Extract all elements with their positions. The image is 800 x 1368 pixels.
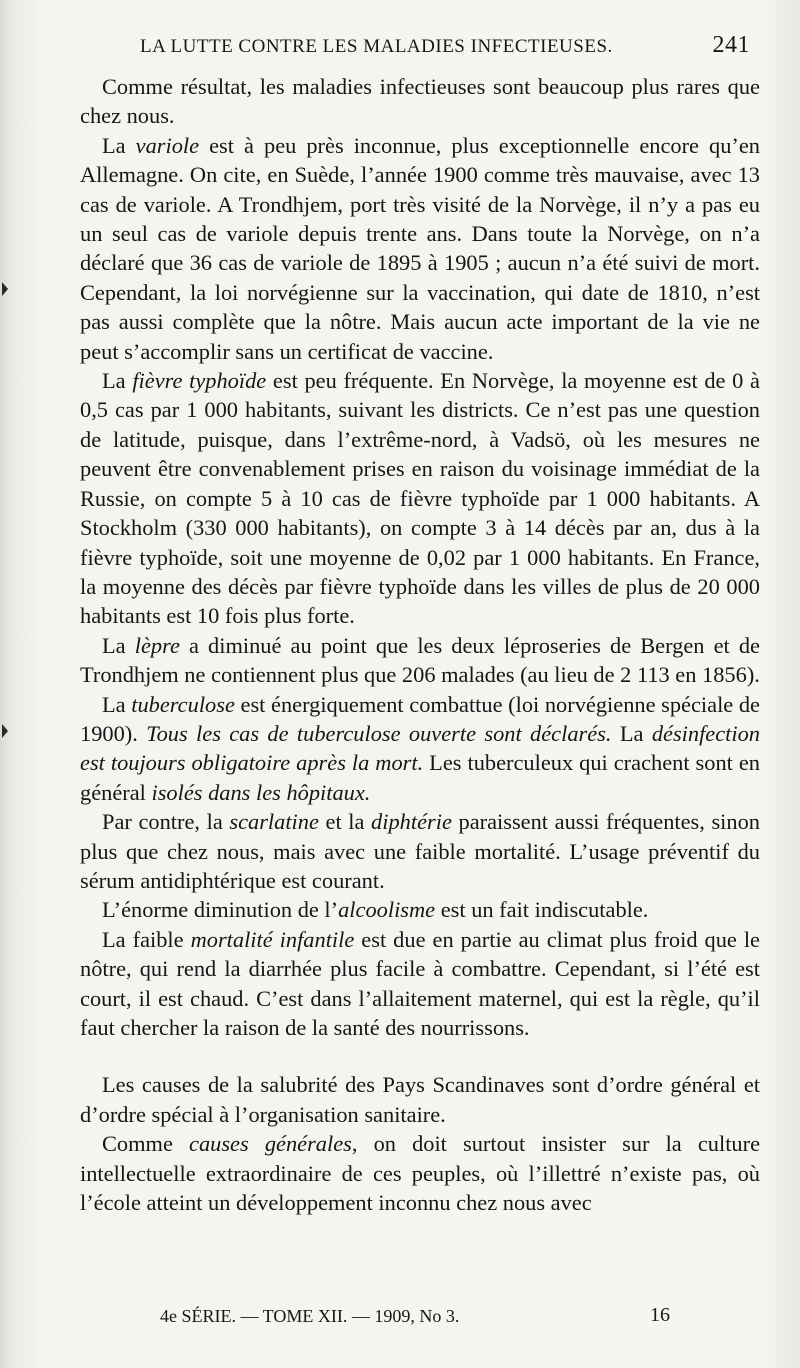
text-run: est énergiquement combattue (loi norvégienne spéciale de 1900).: [80, 691, 760, 746]
emphasis-text: lèpre: [134, 632, 180, 658]
emphasis-text: Tous les cas de tuberculose ouverte sont déclarés.: [146, 720, 612, 746]
text-run: paraissent aussi fréquentes, sinon plus que chez nous, mais avec une faible mortalité. L’usage préventif du sérum antidiphtérique est courant.: [80, 809, 760, 893]
margin-mark: [2, 724, 8, 738]
page-footer: [160, 1306, 680, 1334]
emphasis-text: variole: [135, 132, 200, 158]
paragraph: [80, 895, 760, 924]
text-run: La: [611, 720, 652, 746]
emphasis-text: isolés dans les hôpitaux.: [151, 779, 371, 805]
emphasis-text: mortalité infantile: [190, 926, 355, 952]
emphasis-text: alcoolisme: [338, 897, 436, 923]
text-run: est à peu près inconnue, plus exceptionnelle encore qu’en Allemagne. On cite, en Suède, l’année 1900 comme très mauvaise, avec 13 cas de variole. A Trondhjem, port très visité de la Norvège, il n’y a pas eu un seul cas de variole depuis trente ans. Dans toute la Norvège, on n’a déclaré que 36 cas de variole de 1895 à 1905 ; aucun n’a été suivi de mort. Cependant, la loi norvégienne sur la vaccination, qui date de 1810, n’est pas aussi complète que la nôtre. Mais aucun acte important de la vie ne peut s’accomplir sans un certificat de vaccine.: [80, 132, 760, 364]
text-run: est un fait indiscutable.: [435, 897, 649, 923]
text-run: est due en partie au climat plus froid que le nôtre, qui rend la diarrhée plus facile à combattre. Cependant, si l’été est court, il est chaud. C’est dans l’allaitement maternel, qui est la règle, qu’il faut chercher la raison de la santé des nourrissons.: [80, 926, 760, 1040]
text-run: , on doit surtout insister sur la culture intellectuelle extraordinaire de ces peuples, où l’illettré n’existe pas, où l’école atteint un développement inconnu chez nous avec: [80, 1131, 761, 1216]
sheet-number: 16: [650, 1304, 670, 1326]
text-run: La: [102, 632, 135, 658]
paragraph: [80, 1129, 760, 1217]
paragraph: [80, 131, 760, 366]
page-number: 241: [712, 32, 750, 58]
signature-line: 4e SÉRIE. — TOME XII. — 1909, No 3.: [160, 1306, 460, 1326]
text-run: et la: [318, 809, 372, 835]
paragraph: [80, 807, 760, 895]
text-run: Les causes de la salubrité des Pays Scandinaves sont d’ordre général et d’ordre spécial à l’organisation sanitaire.: [80, 1072, 760, 1127]
text-run: La: [102, 691, 132, 717]
paragraph: [80, 690, 760, 808]
text-run: a diminué au point que les deux léproseries de Bergen et de Trondhjem ne contiennent plus que 206 malades (au lieu de 2 113 en 1856).: [80, 632, 760, 688]
paragraph: [80, 366, 760, 631]
emphasis-text: désinfection est toujours obligatoire après la mort.: [80, 720, 761, 776]
text-run: Comme: [102, 1131, 190, 1157]
running-title: LA LUTTE CONTRE LES MALADIES INFECTIEUSES.: [140, 36, 613, 57]
text-run: La faible: [102, 926, 191, 952]
paragraph: [80, 1070, 760, 1129]
text-run: est peu fréquente. En Norvège, la moyenne est de 0 à 0,5 cas par 1 000 habitants, suivant les districts. Ce n’est pas une question de latitude, puisque, dans l’extrême-nord, à Vadsö, où les mesures ne peuvent être convenablement prises en raison du voisinage immédiat de la Russie, on compte 5 à 10 cas de fièvre typhoïde par 1 000 habitants. A Stockholm (330 000 habitants), on compte 3 à 14 décès par an, dus à la fièvre typhoïde, soit une moyenne de 0,02 par 1 000 habitants. En France, la moyenne des décès par fièvre typhoïde dans les villes de plus de 20 000 habitants est 10 fois plus forte.: [80, 368, 760, 629]
emphasis-text: causes générales: [189, 1131, 352, 1157]
paragraph: [80, 72, 760, 131]
text-run: L’énorme diminution de l’: [102, 897, 339, 923]
emphasis-text: fièvre typhoïde: [132, 368, 267, 394]
text-run: Comme résultat, les maladies infectieuses sont beaucoup plus rares que chez nous.: [80, 74, 760, 129]
emphasis-text: scarlatine: [229, 809, 319, 835]
body-text: [80, 72, 760, 1217]
margin-mark: [2, 282, 8, 296]
emphasis-text: diphtérie: [371, 809, 452, 835]
paragraph: [80, 925, 760, 1043]
page-header: [140, 34, 760, 62]
emphasis-text: tuberculose: [131, 691, 235, 717]
text-run: La: [102, 368, 133, 394]
text-run: La: [102, 132, 136, 158]
text-run: Par contre, la: [102, 809, 230, 835]
paragraph: [80, 631, 760, 690]
text-run: Les tuberculeux qui crachent sont en général: [80, 750, 760, 805]
